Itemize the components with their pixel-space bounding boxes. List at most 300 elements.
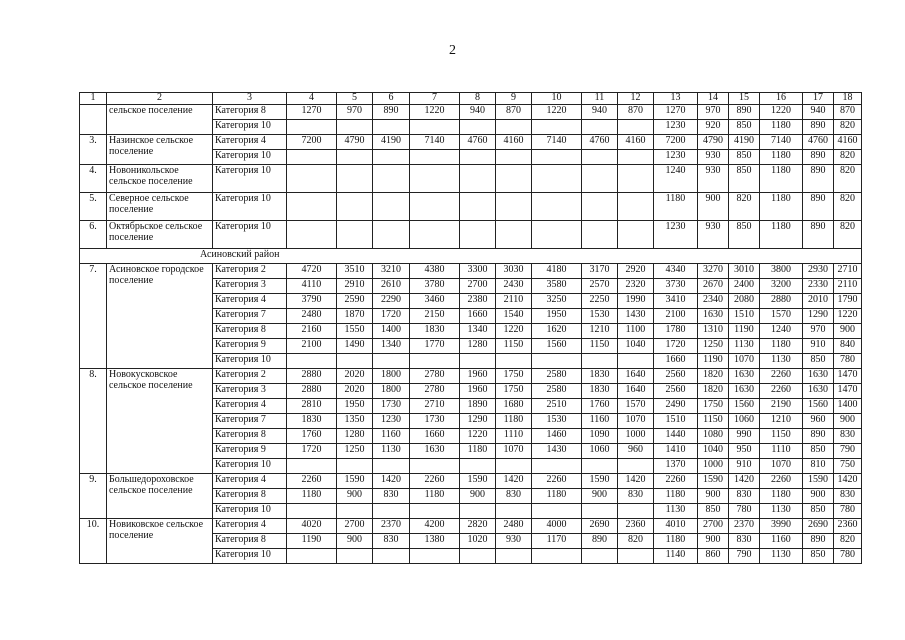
- value-cell: 1560: [729, 399, 760, 414]
- value-cell: 4160: [834, 135, 862, 150]
- value-cell: 1230: [654, 120, 698, 135]
- column-header: 9: [496, 93, 532, 105]
- value-cell: 2160: [287, 324, 337, 339]
- settlement-name: Асиновское городское поселение: [107, 264, 213, 369]
- value-cell: 3200: [760, 279, 803, 294]
- column-header: 16: [760, 93, 803, 105]
- value-cell: 3780: [410, 279, 460, 294]
- value-cell: [460, 549, 496, 564]
- value-cell: 1830: [410, 324, 460, 339]
- category-cell: Категория 10: [213, 120, 287, 135]
- settlement-name: сельское поселение: [107, 105, 213, 135]
- value-cell: 1800: [373, 384, 410, 399]
- header-row: [80, 93, 862, 105]
- category-cell: Категория 8: [213, 429, 287, 444]
- category-cell: Категория 2: [213, 264, 287, 279]
- category-cell: Категория 8: [213, 324, 287, 339]
- value-cell: 4110: [287, 279, 337, 294]
- value-cell: 2490: [654, 399, 698, 414]
- value-cell: 1230: [654, 150, 698, 165]
- value-cell: [337, 504, 373, 519]
- value-cell: 2010: [803, 294, 834, 309]
- value-cell: [582, 150, 618, 165]
- value-cell: 890: [729, 105, 760, 120]
- value-cell: 3170: [582, 264, 618, 279]
- value-cell: 890: [373, 105, 410, 120]
- value-cell: 1420: [618, 474, 654, 489]
- value-cell: 1530: [532, 414, 582, 429]
- value-cell: 960: [618, 444, 654, 459]
- row-index: 7.: [80, 264, 107, 369]
- value-cell: 1720: [373, 309, 410, 324]
- value-cell: 930: [496, 534, 532, 549]
- value-cell: 1100: [618, 324, 654, 339]
- value-cell: 2330: [803, 279, 834, 294]
- value-cell: [618, 193, 654, 221]
- value-cell: [582, 459, 618, 474]
- value-cell: [582, 193, 618, 221]
- value-cell: 3270: [698, 264, 729, 279]
- value-cell: 2080: [729, 294, 760, 309]
- value-cell: 1660: [410, 429, 460, 444]
- value-cell: 1960: [460, 384, 496, 399]
- value-cell: [337, 165, 373, 193]
- value-cell: 4160: [618, 135, 654, 150]
- value-cell: 890: [803, 165, 834, 193]
- value-cell: 1110: [760, 444, 803, 459]
- column-header: 12: [618, 93, 654, 105]
- value-cell: 1110: [496, 429, 532, 444]
- row-index: 10.: [80, 519, 107, 564]
- value-cell: 2690: [582, 519, 618, 534]
- value-cell: 830: [834, 489, 862, 504]
- value-cell: 2780: [410, 384, 460, 399]
- value-cell: 1230: [654, 221, 698, 249]
- column-header: 3: [213, 93, 287, 105]
- category-cell: Категория 9: [213, 339, 287, 354]
- value-cell: 1180: [760, 150, 803, 165]
- value-cell: [618, 150, 654, 165]
- row-index: 5.: [80, 193, 107, 221]
- value-cell: 1420: [496, 474, 532, 489]
- value-cell: 2370: [373, 519, 410, 534]
- value-cell: 2780: [410, 369, 460, 384]
- category-cell: Категория 4: [213, 474, 287, 489]
- value-cell: 2260: [760, 384, 803, 399]
- value-cell: 4760: [803, 135, 834, 150]
- value-cell: [460, 165, 496, 193]
- value-cell: 1000: [698, 459, 729, 474]
- value-cell: 1430: [618, 309, 654, 324]
- category-cell: Категория 3: [213, 384, 287, 399]
- value-cell: 7140: [760, 135, 803, 150]
- value-cell: 1750: [698, 399, 729, 414]
- value-cell: 1830: [582, 369, 618, 384]
- value-cell: 1730: [410, 414, 460, 429]
- value-cell: 780: [834, 549, 862, 564]
- value-cell: 850: [729, 221, 760, 249]
- value-cell: 850: [729, 165, 760, 193]
- value-cell: 1400: [834, 399, 862, 414]
- value-cell: 2430: [496, 279, 532, 294]
- category-cell: Категория 4: [213, 135, 287, 150]
- category-cell: Категория 9: [213, 444, 287, 459]
- value-cell: 1470: [834, 369, 862, 384]
- value-cell: 2370: [729, 519, 760, 534]
- column-header: 13: [654, 93, 698, 105]
- value-cell: [582, 504, 618, 519]
- value-cell: 1460: [532, 429, 582, 444]
- value-cell: 1950: [532, 309, 582, 324]
- value-cell: 3010: [729, 264, 760, 279]
- category-cell: Категория 2: [213, 369, 287, 384]
- value-cell: 2020: [337, 369, 373, 384]
- value-cell: [337, 459, 373, 474]
- value-cell: 900: [582, 489, 618, 504]
- row-index: [80, 105, 107, 135]
- value-cell: 2100: [654, 309, 698, 324]
- value-cell: 1130: [760, 549, 803, 564]
- value-cell: 2700: [460, 279, 496, 294]
- column-header: 18: [834, 93, 862, 105]
- value-cell: [460, 459, 496, 474]
- settlement-name: Новоникольское сельское поселение: [107, 165, 213, 193]
- value-cell: 1220: [496, 324, 532, 339]
- value-cell: 2690: [803, 519, 834, 534]
- table-row: [80, 105, 862, 120]
- value-cell: 2910: [337, 279, 373, 294]
- value-cell: [337, 150, 373, 165]
- value-cell: 4000: [532, 519, 582, 534]
- value-cell: 810: [803, 459, 834, 474]
- value-cell: 1420: [373, 474, 410, 489]
- value-cell: 820: [834, 120, 862, 135]
- value-cell: 830: [834, 429, 862, 444]
- value-cell: [618, 120, 654, 135]
- value-cell: 1140: [654, 549, 698, 564]
- value-cell: 1640: [618, 384, 654, 399]
- value-cell: 1620: [532, 324, 582, 339]
- value-cell: 2480: [287, 309, 337, 324]
- value-cell: 1680: [496, 399, 532, 414]
- value-cell: 2190: [760, 399, 803, 414]
- value-cell: 1400: [373, 324, 410, 339]
- value-cell: 900: [834, 414, 862, 429]
- value-cell: 1250: [337, 444, 373, 459]
- value-cell: 940: [582, 105, 618, 120]
- value-cell: [373, 504, 410, 519]
- value-cell: 1630: [803, 369, 834, 384]
- value-cell: [532, 120, 582, 135]
- value-cell: 890: [803, 534, 834, 549]
- value-cell: 1180: [760, 339, 803, 354]
- value-cell: 1070: [618, 414, 654, 429]
- settlement-name: Назинское сельское поселение: [107, 135, 213, 165]
- value-cell: 780: [729, 504, 760, 519]
- value-cell: 7200: [654, 135, 698, 150]
- tariff-table: [79, 92, 862, 564]
- value-cell: 900: [337, 489, 373, 504]
- value-cell: 4200: [410, 519, 460, 534]
- value-cell: 4790: [698, 135, 729, 150]
- value-cell: 1220: [834, 309, 862, 324]
- value-cell: 2670: [698, 279, 729, 294]
- value-cell: [287, 165, 337, 193]
- value-cell: 4720: [287, 264, 337, 279]
- value-cell: 2360: [618, 519, 654, 534]
- value-cell: 2260: [287, 474, 337, 489]
- settlement-name: Северное сельское поселение: [107, 193, 213, 221]
- value-cell: [460, 193, 496, 221]
- value-cell: 2570: [582, 279, 618, 294]
- value-cell: 1820: [698, 384, 729, 399]
- value-cell: 2110: [496, 294, 532, 309]
- value-cell: [460, 150, 496, 165]
- value-cell: [460, 221, 496, 249]
- value-cell: 1040: [698, 444, 729, 459]
- value-cell: 1590: [803, 474, 834, 489]
- value-cell: 1800: [373, 369, 410, 384]
- column-header: 14: [698, 93, 729, 105]
- value-cell: 2260: [410, 474, 460, 489]
- value-cell: 2560: [654, 369, 698, 384]
- value-cell: 1660: [654, 354, 698, 369]
- category-cell: Категория 10: [213, 150, 287, 165]
- value-cell: [618, 354, 654, 369]
- value-cell: 1240: [654, 165, 698, 193]
- value-cell: [496, 549, 532, 564]
- value-cell: 960: [803, 414, 834, 429]
- value-cell: 2880: [760, 294, 803, 309]
- row-index: 8.: [80, 369, 107, 474]
- value-cell: 1470: [834, 384, 862, 399]
- category-cell: Категория 3: [213, 279, 287, 294]
- table-row: [80, 135, 862, 150]
- value-cell: 2810: [287, 399, 337, 414]
- column-header: 6: [373, 93, 410, 105]
- value-cell: 1230: [373, 414, 410, 429]
- value-cell: 1990: [618, 294, 654, 309]
- value-cell: 890: [803, 150, 834, 165]
- value-cell: 1560: [532, 339, 582, 354]
- value-cell: 900: [698, 534, 729, 549]
- value-cell: 2260: [760, 474, 803, 489]
- value-cell: [582, 120, 618, 135]
- value-cell: 1420: [729, 474, 760, 489]
- value-cell: 890: [582, 534, 618, 549]
- value-cell: 2610: [373, 279, 410, 294]
- value-cell: [532, 459, 582, 474]
- category-cell: Категория 10: [213, 354, 287, 369]
- page-number: 2: [449, 43, 456, 58]
- value-cell: 1220: [532, 105, 582, 120]
- value-cell: 2480: [496, 519, 532, 534]
- value-cell: 1130: [729, 339, 760, 354]
- value-cell: 3580: [532, 279, 582, 294]
- value-cell: 1280: [337, 429, 373, 444]
- value-cell: 4190: [373, 135, 410, 150]
- value-cell: 1180: [760, 221, 803, 249]
- value-cell: [287, 120, 337, 135]
- column-header: 11: [582, 93, 618, 105]
- value-cell: [410, 221, 460, 249]
- value-cell: [618, 459, 654, 474]
- category-cell: Категория 8: [213, 105, 287, 120]
- value-cell: 870: [834, 105, 862, 120]
- value-cell: 1060: [582, 444, 618, 459]
- value-cell: 780: [834, 354, 862, 369]
- value-cell: 2920: [618, 264, 654, 279]
- value-cell: 1190: [729, 324, 760, 339]
- value-cell: 1090: [582, 429, 618, 444]
- category-cell: Категория 10: [213, 549, 287, 564]
- value-cell: 1170: [532, 534, 582, 549]
- value-cell: 1290: [460, 414, 496, 429]
- value-cell: [496, 221, 532, 249]
- value-cell: [373, 165, 410, 193]
- value-cell: 1210: [582, 324, 618, 339]
- value-cell: 1340: [460, 324, 496, 339]
- value-cell: 2150: [410, 309, 460, 324]
- value-cell: 1180: [760, 120, 803, 135]
- value-cell: 3410: [654, 294, 698, 309]
- value-cell: 1780: [654, 324, 698, 339]
- value-cell: 850: [698, 504, 729, 519]
- value-cell: 940: [803, 105, 834, 120]
- value-cell: [618, 221, 654, 249]
- column-header: 2: [107, 93, 213, 105]
- value-cell: [410, 193, 460, 221]
- value-cell: 850: [803, 354, 834, 369]
- value-cell: 850: [803, 444, 834, 459]
- value-cell: 850: [729, 150, 760, 165]
- value-cell: 3250: [532, 294, 582, 309]
- value-cell: 850: [729, 120, 760, 135]
- value-cell: 790: [729, 549, 760, 564]
- value-cell: 2110: [834, 279, 862, 294]
- table-body: [80, 93, 862, 564]
- settlement-name: Большедороховское сельское поселение: [107, 474, 213, 519]
- value-cell: 1590: [337, 474, 373, 489]
- value-cell: 1550: [337, 324, 373, 339]
- value-cell: [287, 193, 337, 221]
- value-cell: 1150: [698, 414, 729, 429]
- value-cell: 1380: [410, 534, 460, 549]
- value-cell: 1020: [460, 534, 496, 549]
- value-cell: 2580: [532, 369, 582, 384]
- value-cell: [532, 165, 582, 193]
- value-cell: 990: [729, 429, 760, 444]
- value-cell: [410, 120, 460, 135]
- value-cell: 2930: [803, 264, 834, 279]
- value-cell: 1150: [582, 339, 618, 354]
- column-header: 1: [80, 93, 107, 105]
- value-cell: 4760: [582, 135, 618, 150]
- value-cell: [337, 120, 373, 135]
- table-row: [80, 193, 862, 221]
- value-cell: 2510: [532, 399, 582, 414]
- value-cell: [410, 549, 460, 564]
- value-cell: 2260: [760, 369, 803, 384]
- table-row: [80, 519, 862, 534]
- value-cell: 1830: [582, 384, 618, 399]
- value-cell: [496, 193, 532, 221]
- value-cell: [532, 193, 582, 221]
- value-cell: 830: [373, 534, 410, 549]
- value-cell: [496, 459, 532, 474]
- value-cell: [532, 221, 582, 249]
- category-cell: Категория 8: [213, 489, 287, 504]
- value-cell: [460, 504, 496, 519]
- value-cell: 1630: [729, 369, 760, 384]
- value-cell: 4760: [460, 135, 496, 150]
- value-cell: 1770: [410, 339, 460, 354]
- settlement-name: Новокусковское сельское поселение: [107, 369, 213, 474]
- column-header: 10: [532, 93, 582, 105]
- value-cell: [287, 221, 337, 249]
- value-cell: 900: [698, 193, 729, 221]
- table-row: [80, 369, 862, 384]
- value-cell: 7200: [287, 135, 337, 150]
- value-cell: 820: [834, 221, 862, 249]
- value-cell: [496, 165, 532, 193]
- value-cell: 4020: [287, 519, 337, 534]
- value-cell: 2250: [582, 294, 618, 309]
- value-cell: 820: [834, 150, 862, 165]
- value-cell: 2100: [287, 339, 337, 354]
- value-cell: 890: [803, 193, 834, 221]
- value-cell: [410, 504, 460, 519]
- value-cell: [532, 354, 582, 369]
- value-cell: 2340: [698, 294, 729, 309]
- category-cell: Категория 4: [213, 399, 287, 414]
- value-cell: 1290: [803, 309, 834, 324]
- value-cell: [337, 221, 373, 249]
- value-cell: 1720: [287, 444, 337, 459]
- value-cell: 1040: [618, 339, 654, 354]
- value-cell: 1180: [760, 165, 803, 193]
- value-cell: [618, 165, 654, 193]
- value-cell: 1060: [729, 414, 760, 429]
- value-cell: 840: [834, 339, 862, 354]
- value-cell: 900: [834, 324, 862, 339]
- category-cell: Категория 10: [213, 504, 287, 519]
- value-cell: 1160: [373, 429, 410, 444]
- value-cell: 930: [698, 150, 729, 165]
- value-cell: 830: [729, 489, 760, 504]
- value-cell: 1180: [654, 534, 698, 549]
- value-cell: 1560: [803, 399, 834, 414]
- value-cell: 4790: [337, 135, 373, 150]
- value-cell: [532, 504, 582, 519]
- value-cell: 970: [337, 105, 373, 120]
- value-cell: 4180: [532, 264, 582, 279]
- value-cell: 1160: [582, 414, 618, 429]
- value-cell: 1440: [654, 429, 698, 444]
- value-cell: 1530: [582, 309, 618, 324]
- value-cell: 830: [729, 534, 760, 549]
- value-cell: 930: [698, 165, 729, 193]
- value-cell: 890: [803, 429, 834, 444]
- value-cell: 1180: [760, 193, 803, 221]
- value-cell: 2260: [654, 474, 698, 489]
- value-cell: 790: [834, 444, 862, 459]
- value-cell: 890: [803, 221, 834, 249]
- value-cell: 4380: [410, 264, 460, 279]
- value-cell: 1180: [654, 489, 698, 504]
- value-cell: 1150: [760, 429, 803, 444]
- value-cell: [287, 549, 337, 564]
